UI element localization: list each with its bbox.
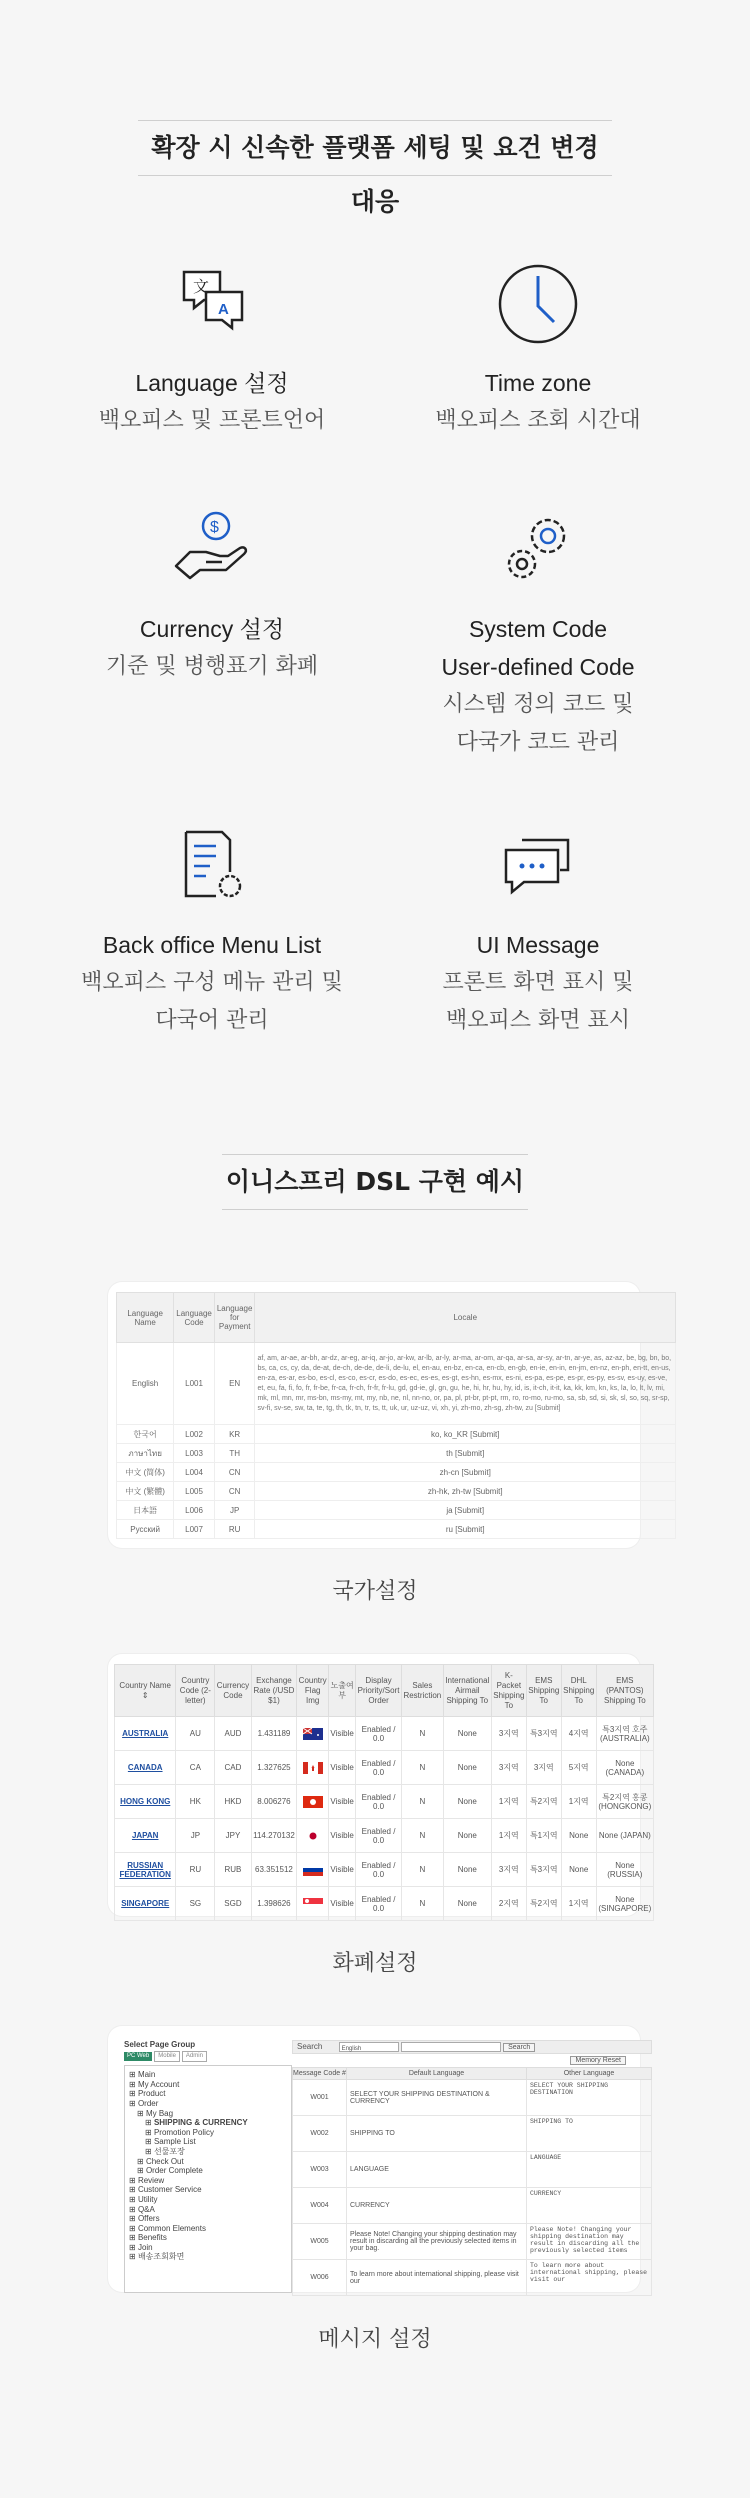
expand-icon[interactable]: ⊞ [129, 2214, 138, 2224]
payment-language: KR [214, 1425, 255, 1444]
expand-icon[interactable]: ⊞ [145, 2118, 154, 2128]
currency-table [114, 1664, 654, 1921]
col-header: Country Code (2-letter) [176, 1665, 215, 1717]
default-message: CURRENCY [347, 2188, 527, 2224]
country-flag [297, 1751, 329, 1785]
expand-icon[interactable]: ⊞ [129, 2233, 138, 2243]
cell-ord: Enabled / 0.0 [356, 1853, 402, 1887]
tree-item-label: Sample List [153, 2137, 196, 2147]
cell-ems: 특2지역 [526, 1887, 561, 1921]
cell-cur: RUB [215, 1853, 251, 1887]
expand-icon[interactable]: ⊞ [129, 2223, 138, 2233]
country-settings-screenshot [108, 1282, 672, 1548]
expand-icon[interactable]: ⊞ [129, 2079, 138, 2089]
locale-list: zh-hk, zh-tw [Submit] [255, 1482, 676, 1501]
default-message: SHIPPING TO [347, 2116, 527, 2152]
feature-title: System Code [468, 616, 608, 642]
cell-kp: 1지역 [491, 1785, 526, 1819]
default-message: Please Note! Changing your shipping destination may result in discarding all the previously selected items in your bag. [347, 2224, 527, 2260]
cell-vis: Visible [329, 1853, 356, 1887]
tree-item[interactable] [129, 2109, 287, 2119]
tree-item-label: Common Elements [137, 2223, 206, 2233]
expand-icon[interactable]: ⊞ [145, 2137, 154, 2147]
chat-bubbles-icon [492, 820, 584, 912]
tree-item-label: My Bag [145, 2108, 174, 2118]
svg-text:文: 文 [193, 279, 210, 296]
cell-cc: JP [176, 1819, 215, 1853]
cell-pan: None (RUSSIA) [596, 1853, 653, 1887]
language-table [116, 1292, 676, 1539]
expand-icon[interactable]: ⊞ [145, 2146, 154, 2156]
other-language-input[interactable]: SHIPPING TO [527, 2116, 652, 2152]
expand-icon[interactable]: ⊞ [137, 2156, 146, 2166]
tree-item-label: Promotion Policy [153, 2127, 214, 2137]
memory-reset-button[interactable]: Memory Reset [570, 2056, 626, 2065]
language-name: 日本語 [117, 1501, 174, 1520]
tree-item-label: 배송조회화면 [137, 2252, 185, 2262]
table-row [117, 1444, 676, 1463]
col-header: Message Code # [293, 2068, 347, 2080]
language-code: L005 [174, 1482, 215, 1501]
cell-rate: 1.327625 [251, 1751, 297, 1785]
cell-pan: None (CANADA) [596, 1751, 653, 1785]
cell-kp: 2지역 [491, 1887, 526, 1921]
expand-icon[interactable]: ⊞ [129, 2204, 138, 2214]
table-row [293, 2260, 652, 2296]
feature-currency [42, 504, 382, 686]
cell-pan: None (JAPAN) [596, 1819, 653, 1853]
table-row [117, 1482, 676, 1501]
language-select[interactable]: English [339, 2042, 399, 2052]
default-message: To learn more about international shipping, please visit our [347, 2260, 527, 2296]
other-language-input[interactable]: Please Note! Changing your shipping destination may result in discarding all the previously selected items [527, 2224, 652, 2260]
locale-list: zh-cn [Submit] [255, 1463, 676, 1482]
locale-list: af, am, ar-ae, ar-bh, ar-dz, ar-eg, ar-iq, ar-jo, ar-kw, ar-lb, ar-ly, ar-ma, ar-om, ar-qa, ar-sa, ar-sy, ar-tn, ar-ye, as, az-az, be, bg, bn, bo, bs, ca, cs, cy, da, de-at, de-ch, de-de, de-li, de-lu, el, en-au, en-bz, en-ca, en-cb, en-gb, en-ie, en-in, en-jm, en-nz, en-ph, en-tt, en-us, en-za, es-ar, es-bo, es-cl, es-co, es-cr, es-do, es-ec, es-es, es-gt, es-hn, es-mx, es-ni, es-pa, es-pe, es-pr, es-py, es-sv, es-uy, es-ve, et, eu, fa, fi, fo, fr, fr-be, fr-ca, fr-ch, fr-fr, fr-lu, gd, gd-ie, gl, gn, gu, he, hi, hr, hu, hy, id, is, it-ch, it-it, ka, kk, km, kn, ks, la, lo, lt, lv, mi, mk, ml, mn, mr, ms-bn, ms-my, mt, my, nb, ne, nl, nn-no, or, pa, pl, pt-br, pt-pt, rm, ro, ro-mo, ru-mo, sa, sb, sd, si, sk, sl, so, sq, sr-sp, sv-fi, sv-se, sw, ta, te, tg, th, tk, tn, tr, ts, tt, uk, ur, uz-uz, vi, xh, yi, zh-mo, zh-sg, zh-tw, zu [Submit] [255, 1343, 676, 1425]
feature-desc: 기준 및 병행표기 화폐 [105, 654, 319, 679]
pc-web-button[interactable]: PC Web [124, 2052, 152, 2062]
table-row [115, 1887, 654, 1921]
tree-item[interactable] [129, 2176, 287, 2186]
tree-item[interactable] [129, 2070, 287, 2080]
col-header: International Airmail Shipping To [443, 1665, 491, 1717]
cell-air: None [443, 1819, 491, 1853]
col-header: K-Packet Shipping To [491, 1665, 526, 1717]
cell-res: N [401, 1853, 443, 1887]
tree-buttons [124, 2050, 292, 2063]
language-name: English [117, 1343, 174, 1425]
cell-ems: 특3지역 [526, 1717, 561, 1751]
col-header: Default Language [347, 2068, 527, 2080]
cell-ord: Enabled / 0.0 [356, 1717, 402, 1751]
cell-cc: CA [176, 1751, 215, 1785]
tree-item-label: Offers [137, 2214, 160, 2224]
tree-item-label: SHIPPING & CURRENCY [153, 2118, 248, 2128]
message-code: W006 [293, 2260, 347, 2296]
cell-ord: Enabled / 0.0 [356, 1887, 402, 1921]
payment-language: CN [214, 1482, 255, 1501]
message-settings-screenshot [108, 2026, 648, 2292]
tree-item-label: Q&A [137, 2204, 155, 2214]
payment-language: TH [214, 1444, 255, 1463]
language-name: 中文 (简体) [117, 1463, 174, 1482]
cell-kp: 1지역 [491, 1819, 526, 1853]
language-name: 한국어 [117, 1425, 174, 1444]
search-input[interactable] [401, 2042, 501, 2052]
col-header: Display Priority/Sort Order [356, 1665, 402, 1717]
language-name: 中文 (繁體) [117, 1482, 174, 1501]
flag-ru-icon [303, 1865, 323, 1874]
message-code: W004 [293, 2188, 347, 2224]
table-row [115, 1853, 654, 1887]
locale-list: th [Submit] [255, 1444, 676, 1463]
other-language-input[interactable]: SELECT YOUR SHIPPING DESTINATION [527, 2080, 652, 2116]
svg-text:$: $ [210, 519, 219, 536]
cell-vis: Visible [329, 1887, 356, 1921]
flag-au-icon [303, 1729, 323, 1738]
message-code: W002 [293, 2116, 347, 2152]
country-flag [297, 1785, 329, 1819]
cell-kp: 3지역 [491, 1751, 526, 1785]
search-bar [292, 2040, 652, 2054]
locale-list: ja [Submit] [255, 1501, 676, 1520]
cell-rate: 63.351512 [251, 1853, 297, 1887]
tree-item-label: Product [137, 2089, 166, 2099]
tree-title: Select Page Group [124, 2040, 196, 2049]
col-header[interactable]: Country Name ⇕ [115, 1665, 176, 1717]
other-language-input[interactable]: CURRENCY [527, 2188, 652, 2224]
table-row [117, 1520, 676, 1539]
cell-res: N [401, 1887, 443, 1921]
table-row [117, 1425, 676, 1444]
feature-system-code [368, 504, 708, 762]
tree-item-label: Join [137, 2242, 153, 2252]
caption-currency: 화폐설정 [332, 1951, 418, 1976]
cell-ems: 특2지역 [526, 1785, 561, 1819]
col-header: 노출여부 [329, 1665, 356, 1717]
table-row [293, 2224, 652, 2260]
tree-item-label: 선물포장 [153, 2146, 185, 2156]
feature-title: Time zone [484, 370, 592, 396]
flag-hk-icon [303, 1797, 323, 1806]
clock-icon [492, 258, 584, 350]
currency-settings-screenshot [108, 1654, 652, 1916]
feature-desc-2: 백오피스 화면 표시 [445, 1008, 630, 1033]
feature-timezone [368, 258, 708, 440]
tree-list [124, 2065, 292, 2293]
cell-cur: CAD [215, 1751, 251, 1785]
cell-vis: Visible [329, 1751, 356, 1785]
country-name-link[interactable]: RUSSIAN FEDERATION [115, 1853, 176, 1887]
col-header: Currency Code [215, 1665, 251, 1717]
feature-title-2: User-defined Code [441, 654, 635, 680]
tree-item[interactable] [129, 2233, 287, 2243]
table-row [293, 2080, 652, 2116]
search-button[interactable]: Search [503, 2043, 535, 2052]
tree-item[interactable] [129, 2185, 287, 2195]
cell-cc: AU [176, 1717, 215, 1751]
col-header: Exchange Rate (/USD $1) [251, 1665, 297, 1717]
cell-ems: 특1지역 [526, 1819, 561, 1853]
cell-dhl: 5지역 [561, 1751, 596, 1785]
flag-ca-icon [303, 1763, 323, 1772]
tree-item-label: Order Complete [145, 2166, 203, 2176]
cell-dhl: None [561, 1819, 596, 1853]
feature-title: Back office Menu List [102, 932, 322, 958]
cell-res: N [401, 1785, 443, 1819]
payment-language: RU [214, 1520, 255, 1539]
cell-air: None [443, 1751, 491, 1785]
table-row [115, 1785, 654, 1819]
cell-pan: 특2지역 홍콩 (HONGKONG) [596, 1785, 653, 1819]
table-row [115, 1751, 654, 1785]
cell-dhl: 4지역 [561, 1717, 596, 1751]
country-name-link[interactable]: JAPAN [115, 1819, 176, 1853]
message-code: W001 [293, 2080, 347, 2116]
tree-item-label: Main [137, 2070, 156, 2080]
expand-icon[interactable]: ⊞ [145, 2127, 154, 2137]
col-header: EMS Shipping To [526, 1665, 561, 1717]
country-flag [297, 1887, 329, 1921]
cell-cur: AUD [215, 1717, 251, 1751]
cell-vis: Visible [329, 1717, 356, 1751]
tree-item-label: My Account [137, 2079, 180, 2089]
expand-icon[interactable]: ⊞ [129, 2242, 138, 2252]
tree-item[interactable] [129, 2099, 287, 2109]
cell-rate: 1.431189 [251, 1717, 297, 1751]
section-title-platform: 확장 시 신속한 플랫폼 세팅 및 요건 변경 대응 [138, 120, 612, 176]
feature-desc: 백오피스 구성 메뉴 관리 및 [81, 970, 343, 995]
cell-res: N [401, 1717, 443, 1751]
cell-ems: 특3지역 [526, 1853, 561, 1887]
expand-icon[interactable]: ⊞ [137, 2166, 146, 2176]
message-table [292, 2067, 652, 2296]
table-row [115, 1717, 654, 1751]
payment-language: CN [214, 1463, 255, 1482]
feature-desc: 시스템 정의 코드 및 [442, 692, 634, 717]
message-code: W003 [293, 2152, 347, 2188]
message-code: W005 [293, 2224, 347, 2260]
expand-icon[interactable]: ⊞ [129, 2070, 138, 2080]
feature-language [42, 258, 382, 440]
language-code: L006 [174, 1501, 215, 1520]
expand-icon[interactable]: ⊞ [129, 2098, 138, 2108]
col-header: Sales Restriction [401, 1665, 443, 1717]
default-message: LANGUAGE [347, 2152, 527, 2188]
admin-button[interactable]: Admin [182, 2051, 207, 2063]
tree-item[interactable] [129, 2128, 287, 2138]
tree-item[interactable] [129, 2195, 287, 2205]
cell-air: None [443, 1717, 491, 1751]
tree-item-label: Order [137, 2098, 159, 2108]
country-name-link[interactable]: AUSTRALIA [115, 1717, 176, 1751]
expand-icon[interactable]: ⊞ [129, 2175, 138, 2185]
table-row [293, 2116, 652, 2152]
cell-rate: 8.006276 [251, 1785, 297, 1819]
cell-cur: HKD [215, 1785, 251, 1819]
cell-cc: SG [176, 1887, 215, 1921]
cell-cc: RU [176, 1853, 215, 1887]
other-language-input[interactable]: To learn more about international shipping, please visit our [527, 2260, 652, 2296]
feature-desc-2: 다국어 관리 [155, 1008, 269, 1033]
col-header: Locale [255, 1293, 676, 1343]
cell-air: None [443, 1853, 491, 1887]
country-name-link[interactable]: HONG KONG [115, 1785, 176, 1819]
gears-icon [492, 504, 584, 596]
feature-title: Currency 설정 [139, 616, 285, 642]
cell-pan: 특3지역 호주 (AUSTRALIA) [596, 1717, 653, 1751]
other-language-input[interactable]: LANGUAGE [527, 2152, 652, 2188]
cell-cur: JPY [215, 1819, 251, 1853]
cell-rate: 1.398626 [251, 1887, 297, 1921]
feature-menu-list [42, 820, 382, 1040]
cell-kp: 3지역 [491, 1717, 526, 1751]
locale-list: ru [Submit] [255, 1520, 676, 1539]
cell-vis: Visible [329, 1785, 356, 1819]
feature-desc-2: 다국가 코드 관리 [456, 730, 620, 755]
language-code: L001 [174, 1343, 215, 1425]
table-row [293, 2152, 652, 2188]
expand-icon[interactable]: ⊞ [129, 2185, 138, 2195]
language-name: Русский [117, 1520, 174, 1539]
col-header: Language for Payment [214, 1293, 255, 1343]
col-header: Language Code [174, 1293, 215, 1343]
tree-item[interactable] [129, 2166, 287, 2176]
section-title-dsl: 이니스프리 DSL 구현 예시 [222, 1154, 528, 1210]
cell-pan: None (SINGAPORE) [596, 1887, 653, 1921]
flag-jp-icon [303, 1831, 323, 1840]
feature-desc: 백오피스 조회 시간대 [435, 408, 641, 433]
tree-item[interactable] [129, 2157, 287, 2167]
country-flag [297, 1853, 329, 1887]
feature-title: UI Message [476, 932, 600, 958]
caption-country: 국가설정 [332, 1579, 418, 1604]
currency-hand-icon [166, 504, 258, 596]
language-code: L003 [174, 1444, 215, 1463]
expand-icon[interactable]: ⊞ [129, 2252, 138, 2262]
col-header: Country Flag Img [297, 1665, 329, 1717]
expand-icon[interactable]: ⊞ [129, 2194, 138, 2204]
tree-item[interactable] [129, 2080, 287, 2090]
col-header: Other Language [527, 2068, 652, 2080]
feature-title: Language 설정 [135, 370, 289, 396]
tree-item[interactable] [129, 2147, 287, 2157]
country-name-link[interactable]: CANADA [115, 1751, 176, 1785]
table-row [117, 1463, 676, 1482]
tree-item[interactable] [129, 2137, 287, 2147]
language-name: ภาษาไทย [117, 1444, 174, 1463]
cell-ord: Enabled / 0.0 [356, 1751, 402, 1785]
cell-ord: Enabled / 0.0 [356, 1785, 402, 1819]
col-header: Language Name [117, 1293, 174, 1343]
cell-cc: HK [176, 1785, 215, 1819]
payment-language: JP [214, 1501, 255, 1520]
tree-item[interactable] [129, 2205, 287, 2215]
tree-item-label: Check Out [145, 2156, 184, 2166]
caption-message: 메시지 설정 [318, 2327, 432, 2352]
feature-desc: 백오피스 및 프론트언어 [98, 408, 326, 433]
tree-item[interactable] [129, 2118, 287, 2128]
cell-ord: Enabled / 0.0 [356, 1819, 402, 1853]
tree-item[interactable] [129, 2224, 287, 2234]
cell-res: N [401, 1751, 443, 1785]
cell-ems: 3지역 [526, 1751, 561, 1785]
cell-cur: SGD [215, 1887, 251, 1921]
country-flag [297, 1819, 329, 1853]
cell-air: None [443, 1887, 491, 1921]
tree-item-label: Utility [137, 2194, 158, 2204]
tree-item-label: Benefits [137, 2233, 167, 2243]
cell-dhl: None [561, 1853, 596, 1887]
feature-desc: 프론트 화면 표시 및 [442, 970, 634, 995]
col-header: DHL Shipping To [561, 1665, 596, 1717]
language-code: L007 [174, 1520, 215, 1539]
col-header: EMS (PANTOS) Shipping To [596, 1665, 653, 1717]
translate-icon [166, 258, 258, 350]
expand-icon[interactable]: ⊞ [129, 2089, 138, 2099]
flag-sg-icon [303, 1899, 323, 1908]
tree-item-label: Review [137, 2175, 165, 2185]
table-row [117, 1343, 676, 1425]
page-group-tree [124, 2040, 292, 2298]
cell-dhl: 1지역 [561, 1887, 596, 1921]
country-flag [297, 1717, 329, 1751]
tree-item-label: Customer Service [137, 2185, 202, 2195]
tree-item[interactable] [129, 2089, 287, 2099]
cell-rate: 114.270132 [251, 1819, 297, 1853]
table-row [293, 2188, 652, 2224]
document-gear-icon [166, 820, 258, 912]
default-message: SELECT YOUR SHIPPING DESTINATION & CURRENCY [347, 2080, 527, 2116]
feature-ui-message [368, 820, 708, 1040]
message-panel [292, 2040, 652, 2296]
cell-kp: 3지역 [491, 1853, 526, 1887]
cell-res: N [401, 1819, 443, 1853]
svg-text:A: A [218, 301, 229, 318]
language-code: L004 [174, 1463, 215, 1482]
locale-list: ko, ko_KR [Submit] [255, 1425, 676, 1444]
tree-item[interactable] [129, 2252, 287, 2262]
tree-item[interactable] [129, 2214, 287, 2224]
search-label: Search [297, 2042, 323, 2052]
cell-air: None [443, 1785, 491, 1819]
payment-language: EN [214, 1343, 255, 1425]
country-name-link[interactable]: SINGAPORE [115, 1887, 176, 1921]
cell-vis: Visible [329, 1819, 356, 1853]
table-row [117, 1501, 676, 1520]
cell-dhl: 1지역 [561, 1785, 596, 1819]
expand-icon[interactable]: ⊞ [137, 2108, 146, 2118]
mobile-button[interactable]: Mobile [154, 2051, 180, 2063]
language-code: L002 [174, 1425, 215, 1444]
table-row [115, 1819, 654, 1853]
